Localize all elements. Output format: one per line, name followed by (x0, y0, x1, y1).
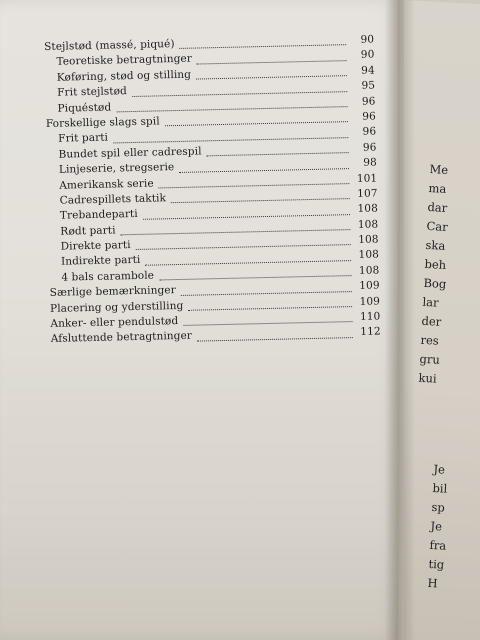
toc-entry-title: Piquéstød (57, 101, 112, 115)
toc-entry-title: Særlige bemærkninger (49, 284, 176, 300)
toc-entry-title: Afsluttende betragtninger (50, 330, 193, 346)
right-page-line: Bog (423, 275, 447, 292)
toc-entry-title: Teoretiske betragtninger (56, 53, 193, 69)
dot-leader (207, 151, 349, 156)
toc-entry-page: 101 (356, 171, 378, 185)
toc-entry-title: Amerikansk serie (59, 177, 154, 192)
toc-entry-title: Placering og yderstilling (49, 299, 184, 315)
toc-entry-page: 109 (359, 295, 381, 308)
toc-entry-title: Frit parti (58, 131, 109, 146)
right-page-line: gru (419, 351, 441, 367)
right-page-line: dar (427, 199, 448, 215)
toc-entry-page: 95 (361, 79, 376, 92)
toc-entry-page: 112 (360, 325, 381, 339)
right-page-line: lar (422, 294, 439, 310)
toc-entry-page: 108 (358, 248, 380, 262)
toc-entry-page: 109 (359, 279, 380, 293)
right-page-line: kui (418, 370, 437, 386)
right-page-line: Car (426, 218, 449, 235)
toc-entry-title: Køføring, stød og stilling (56, 68, 192, 84)
right-page-line: beh (424, 256, 447, 272)
toc-entry-title: Indirekte parti (60, 254, 141, 269)
toc-entry-page: 108 (358, 264, 380, 277)
toc-entry-page: 108 (358, 233, 379, 246)
toc-entry-page: 108 (357, 202, 379, 216)
toc-entry-title: Bundet spil eller cadrespil (58, 145, 202, 161)
right-page-line: ska (425, 237, 446, 253)
right-page-line: Me (429, 161, 449, 177)
toc-entry-page: 110 (359, 310, 381, 323)
book-gutter (385, 0, 415, 640)
toc-entry-title: 4 bals carambole (61, 269, 155, 284)
toc-entry-page: 98 (363, 156, 378, 169)
toc-entry-title: Forskellige slags spil (45, 115, 160, 130)
right-page-line: ma (428, 180, 447, 196)
toc-entry-page: 107 (357, 187, 378, 200)
toc-entry-title: Linjeserie, stregserie (58, 161, 175, 176)
right-page-line: H (427, 575, 438, 591)
toc-entry-page: 90 (360, 33, 375, 46)
toc-entry-title: Cadrespillets taktik (59, 192, 167, 207)
table-of-contents (44, 33, 381, 348)
toc-entry-title: Rødt parti (60, 224, 116, 238)
right-page-line: Je (430, 518, 443, 534)
toc-entry-title: Trebandeparti (59, 208, 138, 222)
toc-entry-page: 108 (357, 218, 379, 231)
right-page-line: tig (428, 556, 445, 572)
right-page-line: Je (433, 461, 446, 477)
dot-leader (197, 336, 353, 342)
toc-entry-page: 94 (361, 64, 375, 77)
toc-entry-title: Direkte parti (60, 239, 131, 253)
right-page-line: res (420, 332, 440, 348)
toc-entry-page: 90 (360, 48, 375, 62)
toc-entry-page: 96 (362, 125, 377, 139)
right-page-line: fra (429, 537, 447, 553)
toc-entry-title: Frit stejlstød (57, 85, 128, 99)
right-page-line: der (421, 313, 442, 329)
toc-entry-title: Stejlstød (massé, piqué) (44, 38, 175, 53)
right-page-line: sp (431, 499, 446, 515)
toc-entry-page: 96 (362, 110, 376, 123)
toc-entry-title: Anker- eller pendulstød (50, 315, 179, 330)
toc-entry-page: 96 (362, 141, 377, 154)
toc-entry-page: 96 (361, 95, 376, 108)
right-page-line: bil (432, 480, 448, 496)
